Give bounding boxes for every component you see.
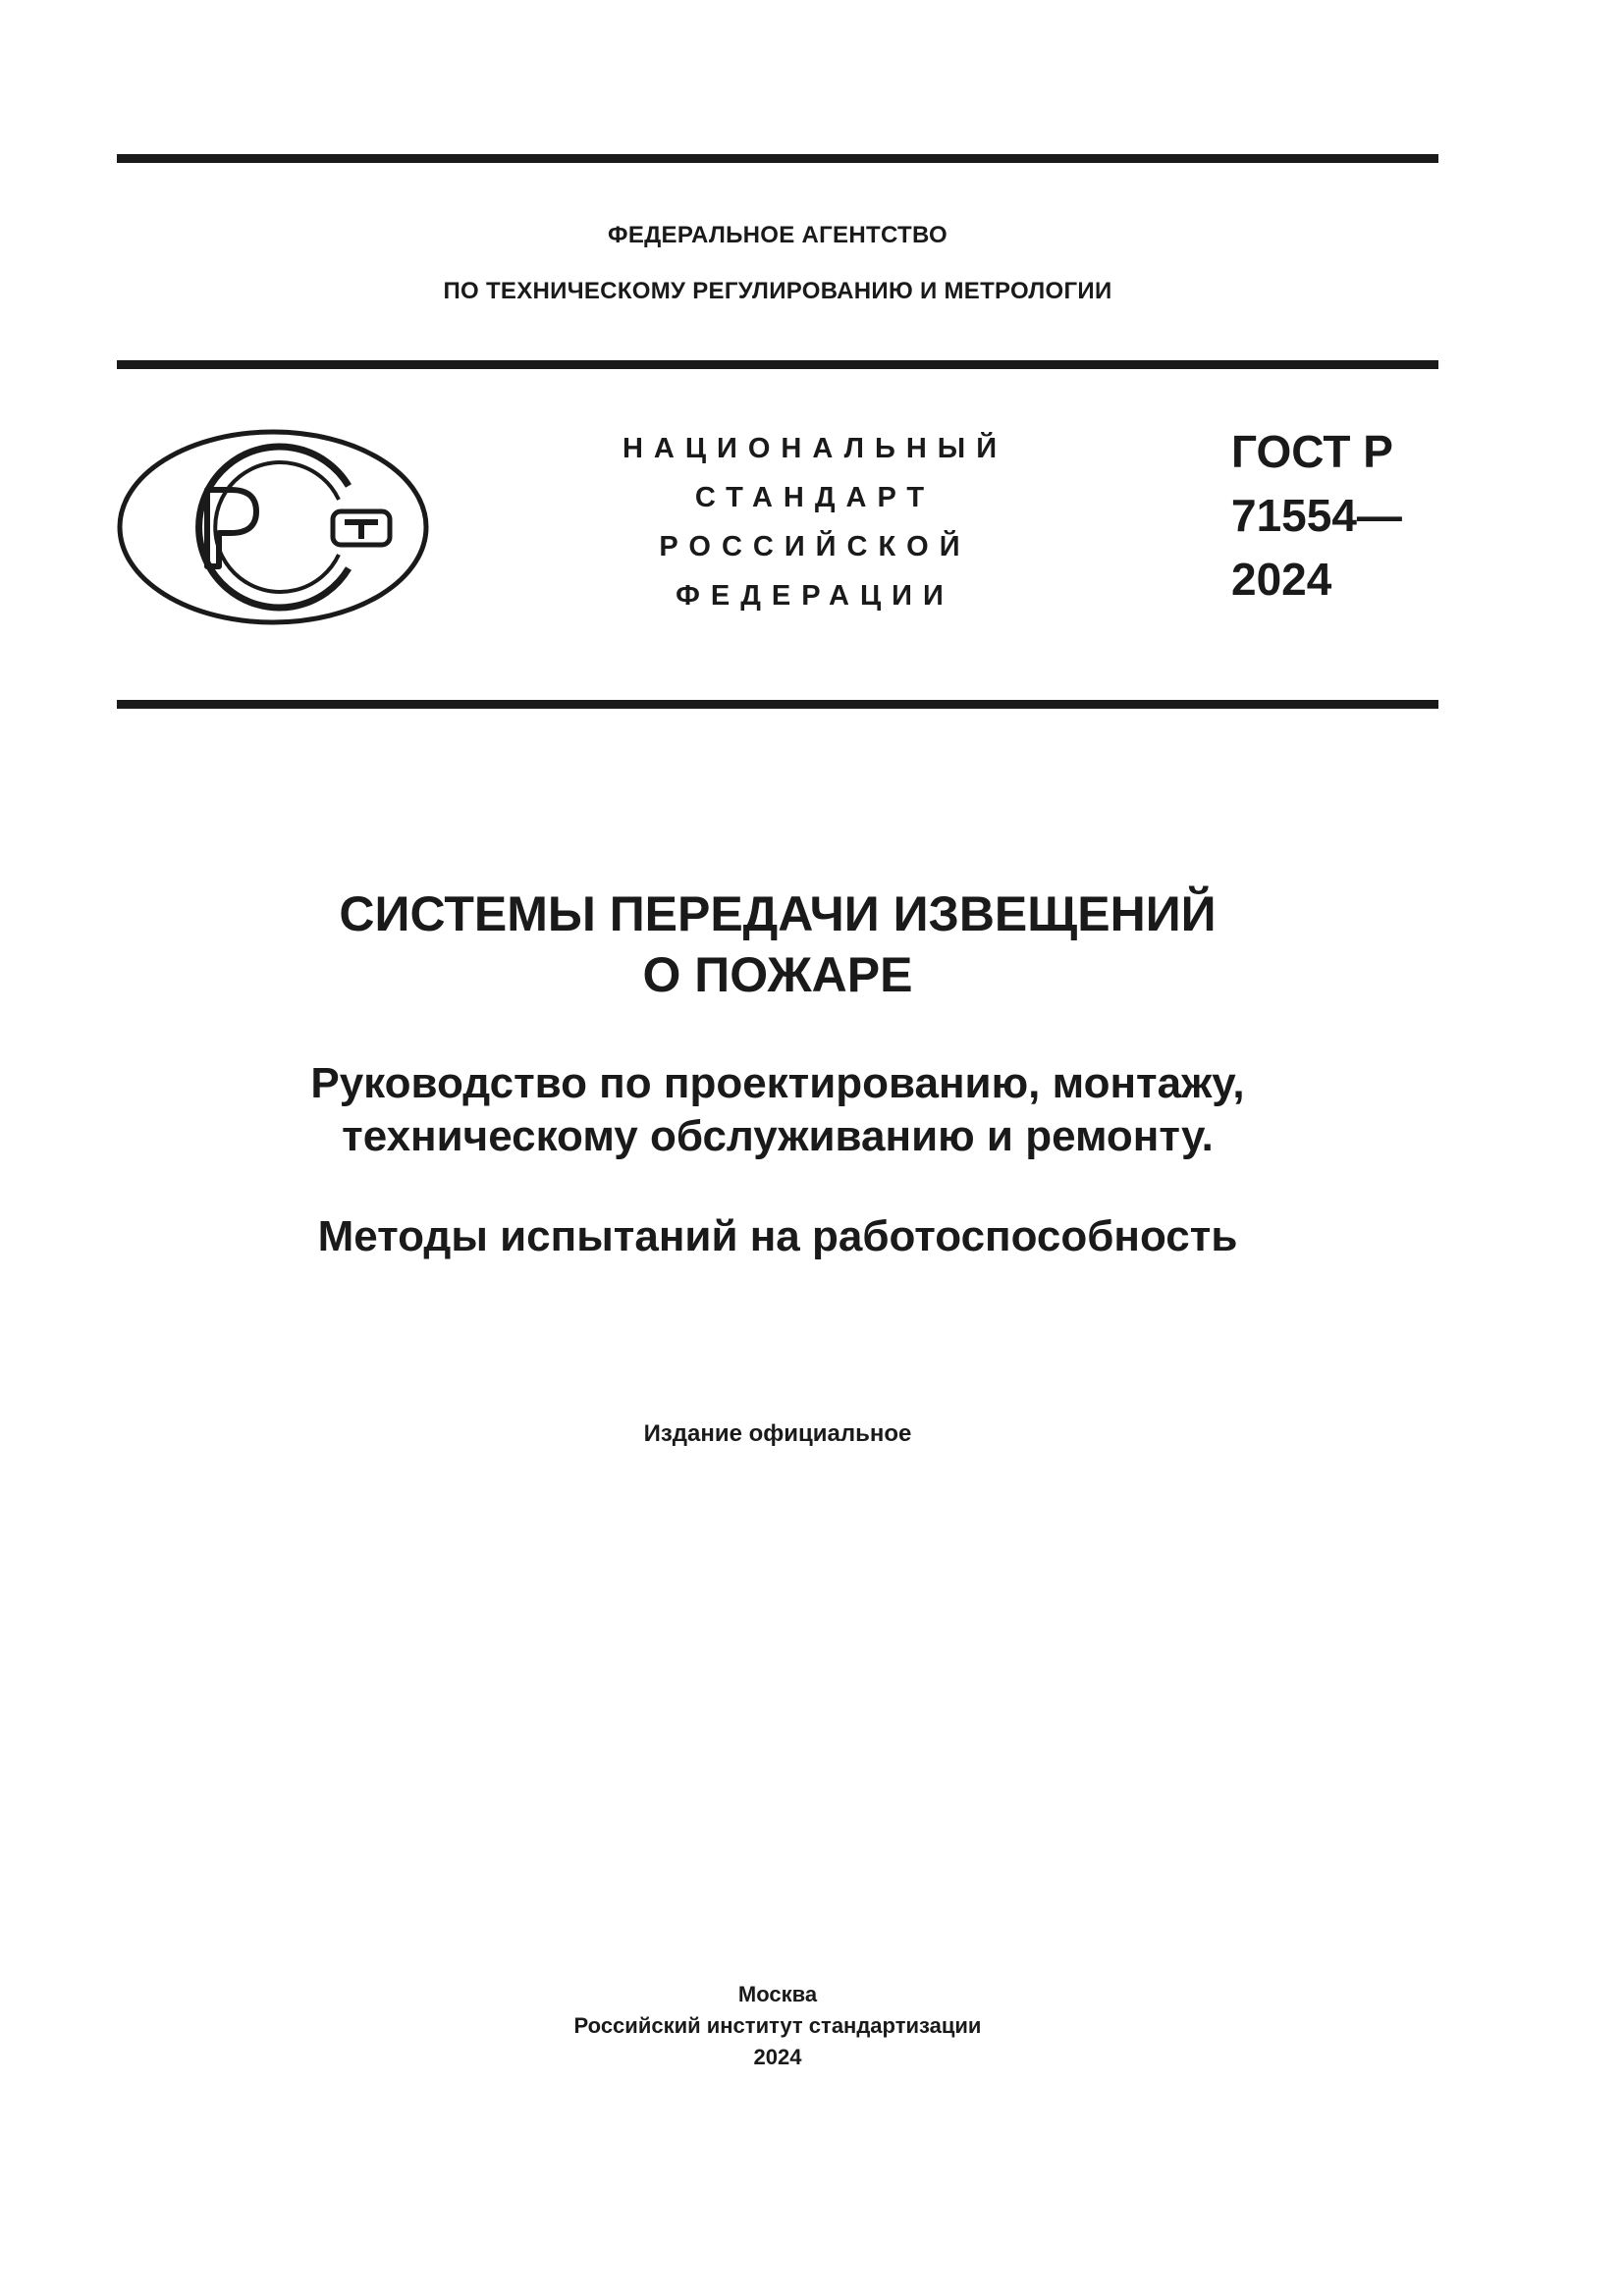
national-standard-line: СТАНДАРТ — [694, 482, 936, 513]
agency-name-line2: ПО ТЕХНИЧЕСКОМУ РЕГУЛИРОВАНИЮ И МЕТРОЛОГИИ — [443, 278, 1112, 304]
document-title — [117, 883, 1438, 1005]
subtitle-line2: техническому обслуживанию и ремонту. — [342, 1112, 1214, 1160]
rst-certification-mark-icon — [117, 429, 429, 625]
national-standard-line: ФЕДЕРАЦИИ — [676, 580, 954, 612]
national-standard-line: РОССИЙСКОЙ — [659, 531, 971, 562]
national-standard-line: НАЦИОНАЛЬНЫЙ — [622, 433, 1008, 464]
designation-line2: 71554— — [1231, 490, 1402, 541]
imprint-year: 2024 — [753, 2045, 802, 2069]
imprint-publisher: Российский институт стандартизации — [573, 2013, 982, 2038]
title-line2: О ПОЖАРЕ — [642, 947, 913, 1002]
header-bottom-rule — [117, 700, 1438, 709]
standard-designation — [1231, 420, 1402, 612]
title-line1: СИСТЕМЫ ПЕРЕДАЧИ ИЗВЕЩЕНИЙ — [339, 886, 1217, 941]
middle-rule — [117, 360, 1438, 369]
document-subtitle-methods: Методы испытаний на работоспособность — [317, 1212, 1238, 1260]
designation-line1: ГОСТ Р — [1231, 426, 1393, 477]
top-rule — [117, 154, 1438, 163]
imprint — [117, 1979, 1438, 2073]
designation-year: 2024 — [1231, 554, 1332, 605]
imprint-city: Москва — [737, 1982, 818, 2006]
national-standard-heading — [589, 424, 1041, 620]
subtitle-line1: Руководство по проектированию, монтажу, — [310, 1059, 1245, 1107]
document-subtitle — [117, 1057, 1438, 1163]
agency-name-line1: ФЕДЕРАЛЬНОЕ АГЕНТСТВО — [608, 222, 947, 248]
edition-label: Издание официальное — [643, 1420, 912, 1447]
